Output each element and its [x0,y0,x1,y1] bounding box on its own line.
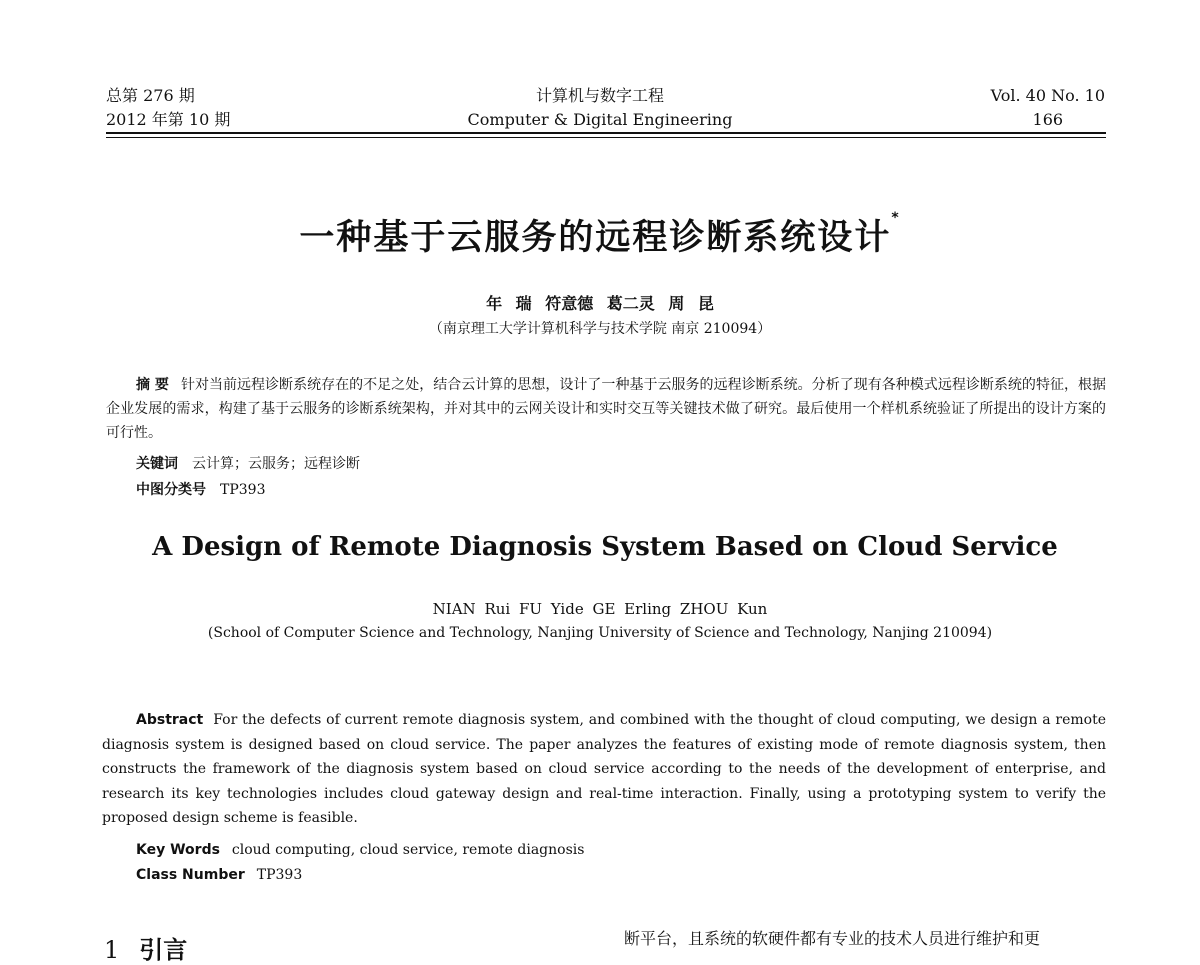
journal-name-cn: 计算机与数字工程 [535,86,664,105]
volume-number: Vol. 40 No. 10 [990,86,1105,105]
title-footnote-mark: * [891,210,901,226]
journal-name-en: Computer & Digital Engineering [467,110,733,129]
keywords-cn [136,453,360,473]
authors-cn: 年 瑞 符意德 葛二灵 周 昆 [486,294,714,313]
issue-total: 总第 276 期 [106,86,195,105]
abstract-en [102,708,1106,831]
affiliation-cn: （南京理工大学计算机科学与技术学院 南京 210094） [428,321,772,337]
paper-title-cn [0,210,1200,260]
paper-title-en: A Design of Remote Diagnosis System Based on Cloud Service [152,532,1058,562]
class-number-cn-label: 中图分类号 [136,482,206,498]
abstract-en-text: For the defects of current remote diagnosis system, and combined with the thought of cloud computing, we design a remote diagnosis system is designed based on cloud service. The paper analyzes the features of existing mode of remote diagnosis system, then constructs the framework of the diagnosis system based on cloud service according to the needs of the development of enterprise, and research its key technologies includes cloud gateway design and real-time interaction. Finally, using a prototyping system to verify the proposed design scheme is feasible. [102,712,1106,826]
volume-info [991,84,1105,132]
page-number: 166 [1032,110,1064,129]
keywords-cn-label: 关键词 [136,456,178,472]
issue-year: 2012 年第 10 期 [106,110,231,129]
class-number-en [136,867,302,883]
section-title: 引言 [139,936,188,964]
header-rule-thick [106,132,1106,134]
class-number-cn [136,479,265,499]
title-cn-text: 一种基于云服务的远程诊断系统设计 [299,218,892,258]
section-number: 1 [104,936,120,964]
header-rule-thin [106,137,1106,138]
class-number-en-label: Class Number [136,867,245,883]
class-number-cn-value: TP393 [220,482,266,498]
abstract-cn-label: 摘 要 [136,377,169,393]
abstract-en-label: Abstract [136,712,204,728]
class-number-en-value: TP393 [256,867,303,883]
body-text-right-column: 断平台，且系统的软硬件都有专业的技术人员进行维护和更 [624,929,1041,948]
abstract-cn-text: 针对当前远程诊断系统存在的不足之处，结合云计算的思想，设计了一种基于云服务的远程诊断系统。分析了现有各种模式远程诊断系统的特征，根据企业发展的需求，构建了基于云服务的诊断系统架构，并对其中的云网关设计和实时交互等关键技术做了研究。最后使用一个样机系统验证了所提出的设计方案的可行性。 [106,377,1107,441]
authors-en: NIAN Rui FU Yide GE Erling ZHOU Kun [432,600,768,618]
affiliation-en: (School of Computer Science and Technology, Nanjing University of Science and Technology, Nanjing 210094) [207,625,993,641]
keywords-en-text: cloud computing, cloud service, remote diagnosis [231,842,585,858]
keywords-en-label: Key Words [136,842,220,858]
keywords-cn-text: 云计算；云服务；远程诊断 [192,456,360,472]
abstract-cn [106,373,1106,445]
keywords-en [136,842,584,858]
